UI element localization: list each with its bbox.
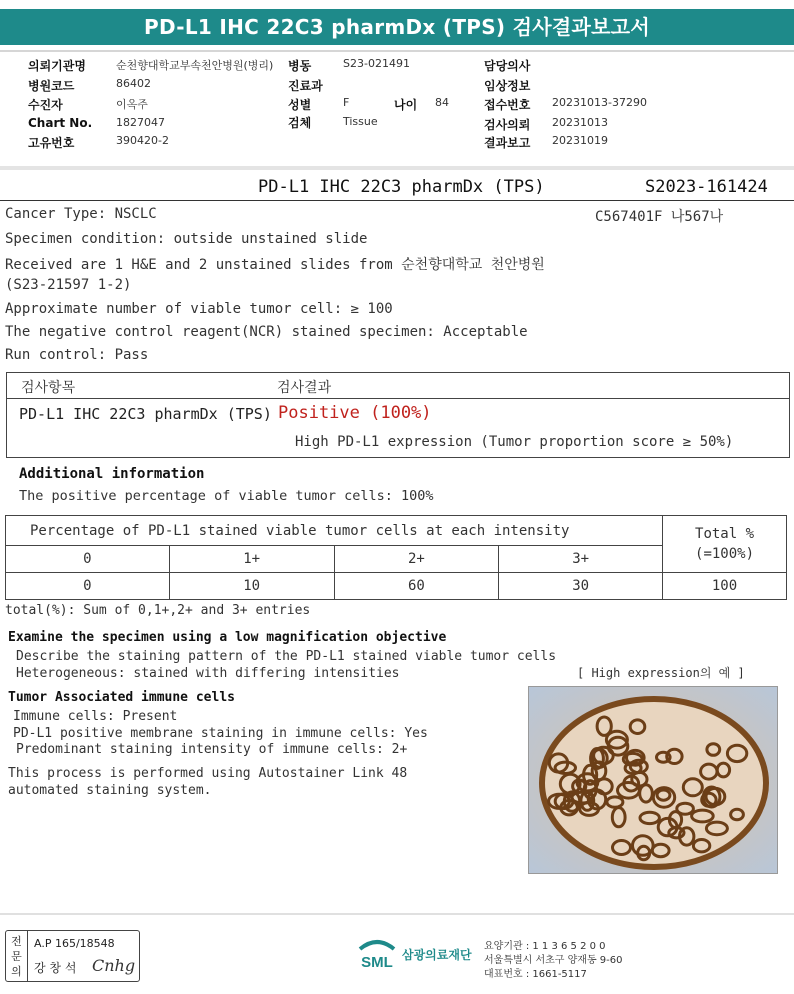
chart-no-value: 1827047: [116, 116, 165, 129]
clinical-info-label: 임상정보: [484, 79, 531, 93]
value-0: 0: [6, 573, 170, 600]
info-divider: [0, 166, 794, 170]
report-heading-row: [0, 175, 794, 201]
request-date-value: 20231013: [552, 116, 608, 129]
immune-line-3: Predominant staining intensity of immune cells: 2+: [16, 742, 408, 757]
examinee-label: 수진자: [28, 98, 63, 112]
col-test-result: 검사결과: [277, 380, 332, 396]
examine-line-1: Describe the staining pattern of the PD-L1 stained viable tumor cells: [16, 649, 557, 664]
specialist-vertical-text: 전 문 의: [11, 935, 22, 978]
report-title-bar: [0, 0, 794, 52]
unique-no-value: 390420-2: [116, 134, 169, 147]
immune-line-1: Immune cells: Present: [13, 709, 178, 724]
org-address: 서울특별시 서초구 양재동 9-60: [484, 955, 623, 966]
signature-image: Cnhg: [92, 956, 136, 975]
immune-line-2: PD-L1 positive membrane staining in immune cells: Yes: [13, 726, 428, 741]
unique-no-label: 고유번호: [28, 136, 75, 150]
examine-line-2: Heterogeneous: stained with differing intensities: [16, 666, 400, 681]
run-control: Run control: Pass: [5, 347, 149, 363]
sex-label: 성별: [288, 98, 312, 112]
chart-no-label: Chart No.: [28, 116, 93, 130]
table-note: total(%): Sum of 0,1+,2+ and 3+ entries: [5, 603, 311, 618]
intensity-table-header: Percentage of PD-L1 stained viable tumor cells at each intensity: [6, 516, 663, 546]
image-caption: [ High expression의 예 ]: [577, 666, 745, 680]
expression-level: High PD-L1 expression (Tumor proportion score ≥ 50%): [295, 434, 734, 450]
care-org-number: 요양기관 : 1 1 3 6 5 2 0 0: [484, 941, 606, 952]
viable-tumor-count: Approximate number of viable tumor cell: ≥ 100: [5, 301, 393, 317]
process-line-1: This process is performed using Autostainer Link 48: [8, 766, 408, 781]
specimen-condition: Specimen condition: outside unstained slide: [5, 231, 368, 247]
ward-value: S23-021491: [343, 57, 410, 70]
value-2plus: 60: [334, 573, 499, 600]
additional-info-title: Additional information: [19, 466, 205, 482]
level-1plus: 1+: [169, 546, 334, 573]
report-date-value: 20231019: [552, 134, 608, 147]
intensity-table: [5, 515, 787, 600]
specimen-value: Tissue: [343, 115, 378, 128]
test-name: PD-L1 IHC 22C3 pharmDx (TPS): [19, 405, 272, 423]
level-2plus: 2+: [334, 546, 499, 573]
institution-value: 순천향대학교부속천안병원(병리): [116, 59, 274, 72]
micrograph-image: [528, 686, 778, 874]
report-date-label: 결과보고: [484, 136, 531, 150]
hospital-code-label: 병원코드: [28, 79, 75, 93]
ward-label: 병동: [288, 59, 312, 73]
sml-logo: [356, 937, 398, 973]
reception-no-label: 접수번호: [484, 98, 531, 112]
footer-divider: [0, 913, 794, 915]
svg-text:SML: SML: [361, 954, 393, 971]
col-test-item: 검사항목: [21, 380, 76, 396]
cancer-type: Cancer Type: NSCLC: [5, 206, 157, 222]
request-date-label: 검사의뢰: [484, 118, 531, 132]
immune-title: Tumor Associated immune cells: [8, 690, 235, 705]
report-heading: PD-L1 IHC 22C3 pharmDx (TPS): [258, 177, 545, 197]
level-3plus: 3+: [499, 546, 663, 573]
org-phone: 대표번호 : 1661-5117: [484, 969, 587, 980]
total-header-line1: Total %: [695, 526, 755, 542]
examinee-value: 이옥주: [116, 98, 148, 111]
reception-no-value: 20231013-37290: [552, 96, 647, 109]
examine-title: Examine the specimen using a low magnification objective: [8, 630, 447, 645]
ap-number: A.P 165/18548: [34, 937, 115, 950]
specialist-stamp: [6, 931, 28, 981]
case-number: S2023-161424: [645, 177, 768, 197]
value-total: 100: [663, 573, 787, 600]
hospital-code-value: 86402: [116, 77, 151, 90]
value-3plus: 30: [499, 573, 663, 600]
signature-box: [5, 930, 140, 982]
level-0: 0: [6, 546, 170, 573]
result-box: [6, 372, 790, 458]
process-line-2: automated staining system.: [8, 783, 212, 798]
age-label: 나이: [394, 98, 418, 112]
doctor-label: 담당의사: [484, 59, 531, 73]
report-title: PD-L1 IHC 22C3 pharmDx (TPS) 검사결과보고서: [144, 15, 650, 39]
sex-value: F: [343, 96, 350, 109]
specimen-label: 검체: [288, 116, 312, 130]
specimen-code: C567401F 나567나: [595, 209, 724, 225]
age-value: 84: [435, 96, 449, 109]
org-name: 삼광의료재단: [402, 948, 472, 962]
micrograph-svg: [529, 687, 778, 874]
positive-percentage: The positive percentage of viable tumor cells: 100%: [19, 488, 434, 504]
department-label: 진료과: [288, 79, 323, 93]
result-box-header: [7, 373, 789, 399]
test-result-value: Positive (100%): [278, 403, 432, 423]
value-1plus: 10: [169, 573, 334, 600]
total-header: [663, 516, 787, 573]
signer-name: 강 창 석: [34, 961, 77, 975]
ncr-status: The negative control reagent(NCR) stained specimen: Acceptable: [5, 324, 528, 340]
total-header-line2: (=100%): [695, 546, 755, 562]
received-ref: (S23-21597 1-2): [5, 277, 132, 293]
received-slides: Received are 1 H&E and 2 unstained slides from 순천향대학교 천안병원: [5, 257, 545, 273]
institution-label: 의뢰기관명: [28, 59, 86, 73]
